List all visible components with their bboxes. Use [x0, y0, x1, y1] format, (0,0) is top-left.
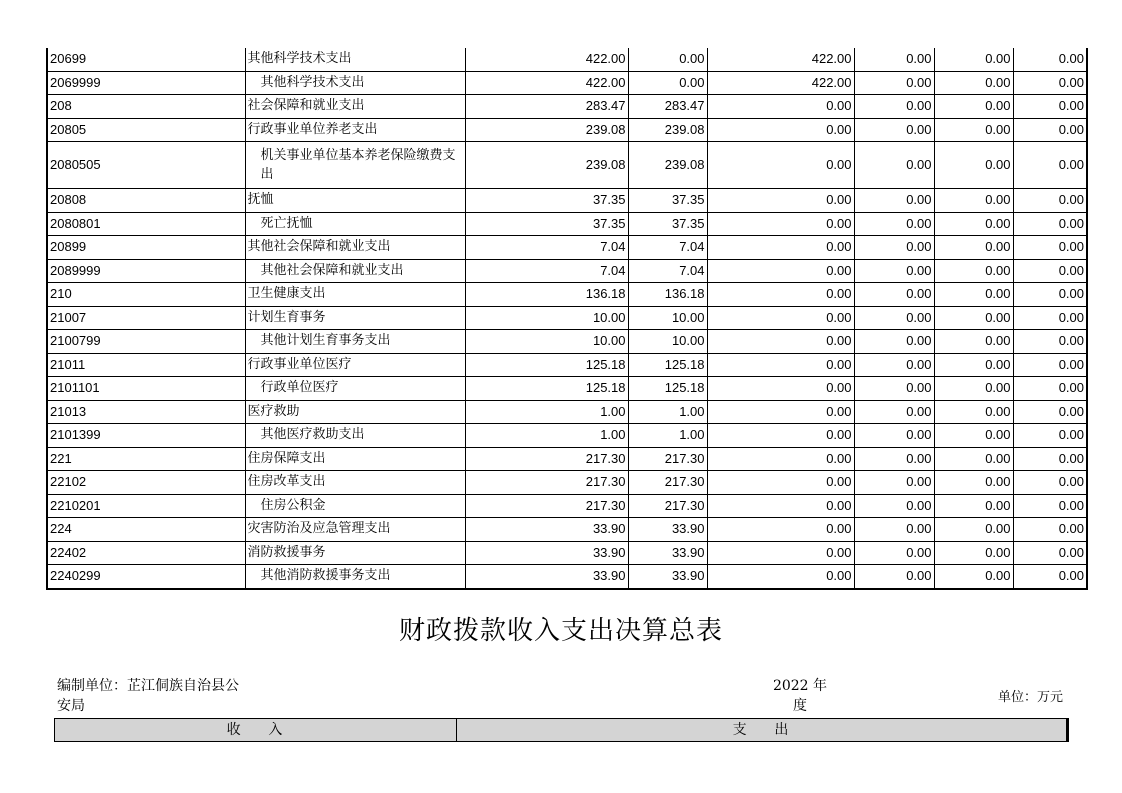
amount-cell: 136.18	[465, 283, 628, 307]
amount-cell: 125.18	[628, 377, 707, 401]
subject-name: 其他消防救援事务支出	[245, 565, 465, 589]
amount-cell: 37.35	[628, 212, 707, 236]
amount-cell: 0.00	[1013, 189, 1087, 213]
amount-cell: 0.00	[707, 212, 854, 236]
amount-cell: 239.08	[465, 118, 628, 142]
subject-name: 死亡抚恤	[245, 212, 465, 236]
table-row	[47, 353, 1087, 377]
table-row	[47, 306, 1087, 330]
subject-name: 卫生健康支出	[245, 283, 465, 307]
amount-cell: 10.00	[628, 306, 707, 330]
subject-name: 住房公积金	[245, 494, 465, 518]
amount-cell: 0.00	[854, 541, 934, 565]
amount-cell: 125.18	[628, 353, 707, 377]
amount-cell: 0.00	[934, 306, 1013, 330]
amount-cell: 0.00	[934, 212, 1013, 236]
amount-cell: 0.00	[1013, 118, 1087, 142]
amount-cell: 0.00	[934, 259, 1013, 283]
amount-cell: 0.00	[854, 447, 934, 471]
subject-name: 住房改革支出	[245, 471, 465, 495]
expenditure-table	[46, 48, 1088, 590]
table-row	[47, 48, 1087, 71]
amount-cell: 0.00	[707, 424, 854, 448]
subject-code: 21013	[47, 400, 245, 424]
amount-cell: 10.00	[465, 306, 628, 330]
amount-cell: 422.00	[707, 71, 854, 95]
amount-cell: 7.04	[628, 236, 707, 260]
subject-name: 其他科学技术支出	[245, 48, 465, 71]
subject-name: 计划生育事务	[245, 306, 465, 330]
table-row	[47, 95, 1087, 119]
amount-cell: 0.00	[934, 447, 1013, 471]
amount-cell: 217.30	[628, 494, 707, 518]
amount-cell: 0.00	[934, 353, 1013, 377]
currency-unit: 单位：万元	[998, 690, 1064, 705]
subject-code: 2101399	[47, 424, 245, 448]
amount-cell: 0.00	[854, 95, 934, 119]
subject-code: 208	[47, 95, 245, 119]
amount-cell: 422.00	[465, 71, 628, 95]
amount-cell: 0.00	[707, 447, 854, 471]
amount-cell: 239.08	[628, 142, 707, 189]
amount-cell: 0.00	[934, 71, 1013, 95]
subject-name: 行政事业单位养老支出	[245, 118, 465, 142]
amount-cell: 0.00	[1013, 471, 1087, 495]
subject-code: 2100799	[47, 330, 245, 354]
amount-cell: 0.00	[854, 212, 934, 236]
amount-cell: 0.00	[707, 236, 854, 260]
amount-cell: 37.35	[465, 189, 628, 213]
amount-cell: 0.00	[854, 565, 934, 589]
amount-cell: 1.00	[465, 400, 628, 424]
subject-code: 2101101	[47, 377, 245, 401]
subject-code: 20699	[47, 48, 245, 71]
amount-cell: 0.00	[854, 377, 934, 401]
amount-cell: 0.00	[707, 471, 854, 495]
amount-cell: 217.30	[628, 447, 707, 471]
amount-cell: 33.90	[465, 541, 628, 565]
amount-cell: 0.00	[628, 71, 707, 95]
table-row	[47, 541, 1087, 565]
amount-cell: 10.00	[628, 330, 707, 354]
amount-cell: 0.00	[707, 330, 854, 354]
amount-cell: 0.00	[934, 494, 1013, 518]
amount-cell: 10.00	[465, 330, 628, 354]
amount-cell: 0.00	[1013, 71, 1087, 95]
amount-cell: 0.00	[854, 424, 934, 448]
table-row	[47, 142, 1087, 189]
table-row	[47, 71, 1087, 95]
amount-cell: 0.00	[854, 71, 934, 95]
amount-cell: 0.00	[934, 518, 1013, 542]
subject-code: 224	[47, 518, 245, 542]
amount-cell: 7.04	[628, 259, 707, 283]
expense-header: 支 出	[732, 722, 791, 738]
amount-cell: 0.00	[854, 494, 934, 518]
amount-cell: 0.00	[1013, 212, 1087, 236]
amount-cell: 0.00	[1013, 494, 1087, 518]
amount-cell: 125.18	[465, 353, 628, 377]
amount-cell: 0.00	[707, 353, 854, 377]
amount-cell: 0.00	[707, 283, 854, 307]
report-year: 2022 年度	[772, 678, 828, 714]
subject-code: 2080505	[47, 142, 245, 189]
subject-code: 221	[47, 447, 245, 471]
table-row	[47, 471, 1087, 495]
amount-cell: 0.00	[934, 471, 1013, 495]
amount-cell: 1.00	[465, 424, 628, 448]
table-row	[47, 330, 1087, 354]
amount-cell: 0.00	[707, 142, 854, 189]
amount-cell: 0.00	[707, 400, 854, 424]
subject-name: 社会保障和就业支出	[245, 95, 465, 119]
amount-cell: 0.00	[854, 306, 934, 330]
subject-name: 抚恤	[245, 189, 465, 213]
amount-cell: 0.00	[628, 48, 707, 71]
subject-name: 灾害防治及应急管理支出	[245, 518, 465, 542]
amount-cell: 217.30	[465, 471, 628, 495]
amount-cell: 0.00	[707, 377, 854, 401]
amount-cell: 0.00	[707, 518, 854, 542]
amount-cell: 7.04	[465, 259, 628, 283]
amount-cell: 0.00	[934, 400, 1013, 424]
amount-cell: 0.00	[707, 565, 854, 589]
income-header: 收 入	[55, 719, 457, 741]
subject-code: 21011	[47, 353, 245, 377]
table-row	[47, 212, 1087, 236]
amount-cell: 0.00	[1013, 541, 1087, 565]
subject-code: 2089999	[47, 259, 245, 283]
subject-name: 其他社会保障和就业支出	[245, 236, 465, 260]
subject-name: 其他计划生育事务支出	[245, 330, 465, 354]
amount-cell: 0.00	[1013, 283, 1087, 307]
amount-cell: 0.00	[1013, 330, 1087, 354]
amount-cell: 422.00	[707, 48, 854, 71]
amount-cell: 0.00	[934, 565, 1013, 589]
subject-name: 其他社会保障和就业支出	[245, 259, 465, 283]
subject-name: 消防救援事务	[245, 541, 465, 565]
table-row	[47, 518, 1087, 542]
amount-cell: 217.30	[465, 494, 628, 518]
amount-cell: 0.00	[934, 541, 1013, 565]
table-body	[47, 48, 1087, 589]
table-row	[47, 189, 1087, 213]
amount-cell: 0.00	[1013, 95, 1087, 119]
amount-cell: 0.00	[934, 330, 1013, 354]
subject-code: 22402	[47, 541, 245, 565]
amount-cell: 0.00	[854, 283, 934, 307]
amount-cell: 0.00	[854, 400, 934, 424]
amount-cell: 7.04	[465, 236, 628, 260]
amount-cell: 0.00	[707, 189, 854, 213]
report-title: 财政拨款收入支出决算总表	[398, 616, 723, 646]
amount-cell: 125.18	[465, 377, 628, 401]
amount-cell: 37.35	[465, 212, 628, 236]
amount-cell: 0.00	[854, 48, 934, 71]
amount-cell: 0.00	[934, 424, 1013, 448]
amount-cell: 0.00	[934, 377, 1013, 401]
subject-code: 210	[47, 283, 245, 307]
amount-cell: 0.00	[854, 259, 934, 283]
amount-cell: 0.00	[854, 142, 934, 189]
amount-cell: 0.00	[934, 48, 1013, 71]
amount-cell: 283.47	[628, 95, 707, 119]
subject-code: 21007	[47, 306, 245, 330]
subject-code: 20808	[47, 189, 245, 213]
amount-cell: 1.00	[628, 400, 707, 424]
amount-cell: 33.90	[628, 518, 707, 542]
amount-cell: 0.00	[1013, 236, 1087, 260]
amount-cell: 33.90	[465, 565, 628, 589]
amount-cell: 239.08	[465, 142, 628, 189]
table-row	[47, 494, 1087, 518]
table-row	[47, 377, 1087, 401]
amount-cell: 0.00	[707, 118, 854, 142]
subject-code: 20805	[47, 118, 245, 142]
subject-name: 行政事业单位医疗	[245, 353, 465, 377]
amount-cell: 0.00	[854, 118, 934, 142]
subject-code: 2080801	[47, 212, 245, 236]
amount-cell: 0.00	[934, 236, 1013, 260]
amount-cell: 217.30	[465, 447, 628, 471]
amount-cell: 283.47	[465, 95, 628, 119]
amount-cell: 0.00	[1013, 565, 1087, 589]
amount-cell: 33.90	[628, 565, 707, 589]
subject-name: 行政单位医疗	[245, 377, 465, 401]
subject-code: 2069999	[47, 71, 245, 95]
subject-name: 机关事业单位基本养老保险缴费支出	[245, 142, 465, 189]
amount-cell: 0.00	[1013, 259, 1087, 283]
table-row	[47, 118, 1087, 142]
amount-cell: 0.00	[707, 541, 854, 565]
amount-cell: 0.00	[1013, 377, 1087, 401]
amount-cell: 0.00	[707, 259, 854, 283]
subject-name: 其他科学技术支出	[245, 71, 465, 95]
amount-cell: 33.90	[465, 518, 628, 542]
table-row	[47, 565, 1087, 589]
table-row	[47, 259, 1087, 283]
subject-name: 其他医疗救助支出	[245, 424, 465, 448]
amount-cell: 0.00	[934, 283, 1013, 307]
table-row	[47, 236, 1087, 260]
table-row	[47, 400, 1087, 424]
amount-cell: 0.00	[1013, 400, 1087, 424]
amount-cell: 0.00	[1013, 353, 1087, 377]
amount-cell: 136.18	[628, 283, 707, 307]
amount-cell: 0.00	[707, 95, 854, 119]
subject-code: 22102	[47, 471, 245, 495]
amount-cell: 33.90	[628, 541, 707, 565]
table-row	[47, 283, 1087, 307]
amount-cell: 0.00	[1013, 447, 1087, 471]
subject-code: 20899	[47, 236, 245, 260]
amount-cell: 0.00	[1013, 518, 1087, 542]
amount-cell: 0.00	[934, 189, 1013, 213]
amount-cell: 0.00	[854, 518, 934, 542]
amount-cell: 0.00	[854, 189, 934, 213]
subject-code: 2210201	[47, 494, 245, 518]
amount-cell: 0.00	[854, 330, 934, 354]
amount-cell: 0.00	[854, 236, 934, 260]
subject-name: 医疗救助	[245, 400, 465, 424]
amount-cell: 0.00	[1013, 424, 1087, 448]
amount-cell: 0.00	[1013, 306, 1087, 330]
amount-cell: 0.00	[934, 142, 1013, 189]
amount-cell: 422.00	[465, 48, 628, 71]
amount-cell: 0.00	[707, 494, 854, 518]
income-expense-header	[54, 718, 1069, 742]
amount-cell: 217.30	[628, 471, 707, 495]
amount-cell: 0.00	[934, 118, 1013, 142]
amount-cell: 37.35	[628, 189, 707, 213]
amount-cell: 0.00	[934, 95, 1013, 119]
amount-cell: 0.00	[1013, 48, 1087, 71]
amount-cell: 239.08	[628, 118, 707, 142]
amount-cell: 0.00	[854, 471, 934, 495]
amount-cell: 0.00	[707, 306, 854, 330]
amount-cell: 0.00	[1013, 142, 1087, 189]
table-row	[47, 424, 1087, 448]
subject-code: 2240299	[47, 565, 245, 589]
compiling-unit: 编制单位：芷江侗族自治县公安局	[57, 678, 239, 714]
amount-cell: 0.00	[854, 353, 934, 377]
table-row	[47, 447, 1087, 471]
amount-cell: 1.00	[628, 424, 707, 448]
subject-name: 住房保障支出	[245, 447, 465, 471]
